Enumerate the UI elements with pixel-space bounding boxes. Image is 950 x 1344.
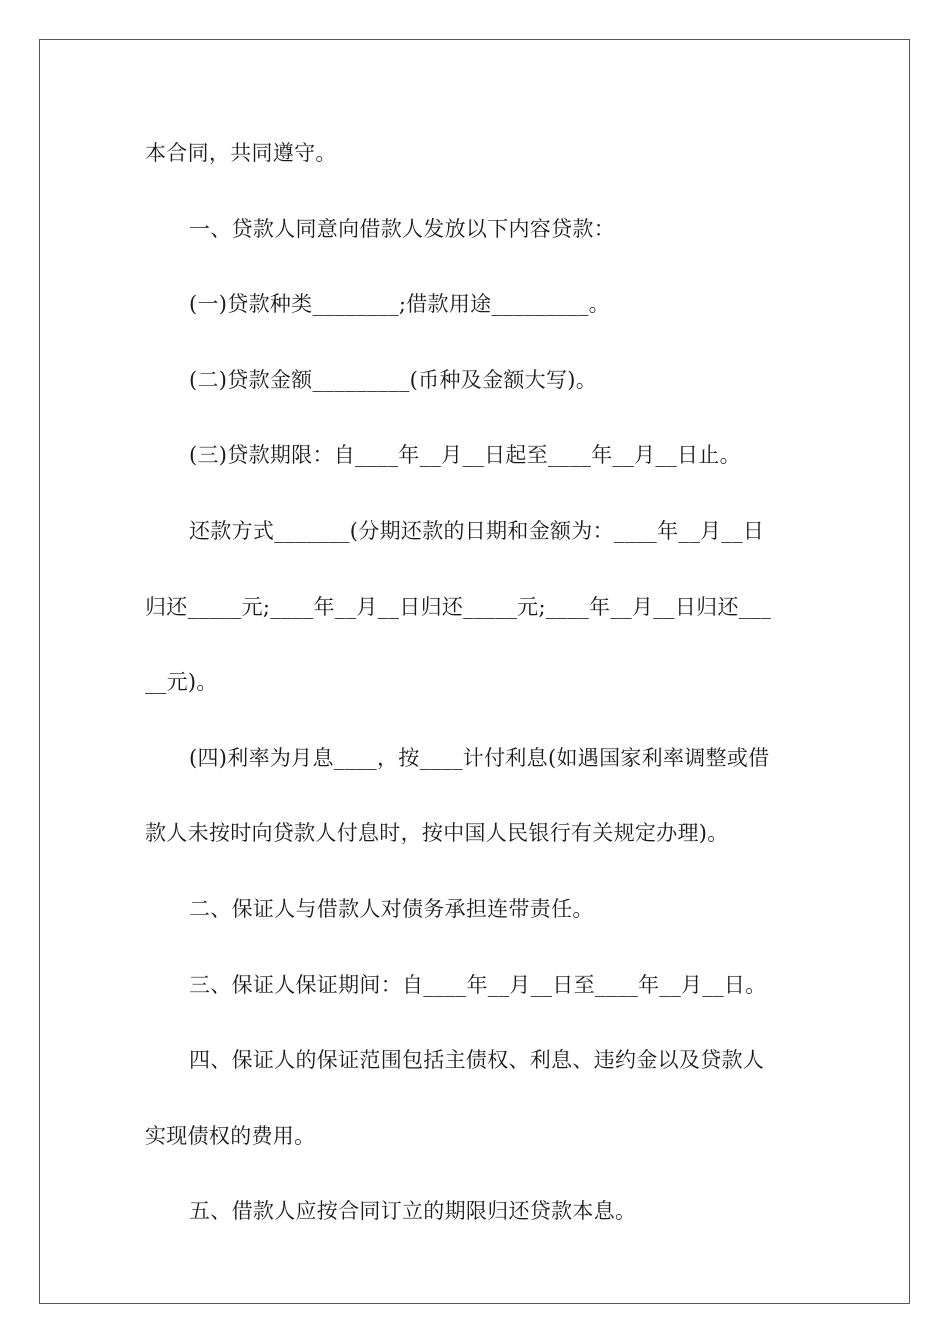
loan-term-line: (三)贷款期限：自____年__月__日起至____年__月__日止。 [189, 443, 741, 468]
clause-5: 五、借款人应按合同订立的期限归还贷款本息。 [189, 1199, 637, 1224]
loan-type-line: (一)贷款种类________;借款用途_________。 [189, 292, 610, 317]
loan-amount-line: (二)贷款金额_________(币种及金额大写)。 [189, 367, 598, 392]
interest-line: (四)利率为月息____，按____计付利息(如遇国家利率调整或借 [189, 745, 770, 770]
repayment-line-cont: 归还_____元;____年__月__日归还_____元;____年__月__日归还___ [145, 594, 772, 619]
clause-2: 二、保证人与借款人对债务承担连带责任。 [189, 896, 594, 921]
repayment-line-end: __元)。 [145, 670, 218, 695]
repayment-line: 还款方式_______(分期还款的日期和金额为：____年__月__日 [189, 518, 765, 543]
document-body [145, 133, 810, 1267]
interest-line-cont: 款人未按时向贷款人付息时，按中国人民银行有关规定办理)。 [145, 821, 729, 846]
clause-3: 三、保证人保证期间：自____年__月__日至____年__月__日。 [189, 972, 767, 997]
clause-1-heading: 一、贷款人同意向借款人发放以下内容贷款： [189, 216, 615, 241]
clause-4-cont: 实现债权的费用。 [145, 1123, 316, 1148]
clause-4: 四、保证人的保证范围包括主债权、利息、违约金以及贷款人 [189, 1048, 765, 1073]
text-line: 本合同，共同遵守。 [145, 141, 337, 165]
